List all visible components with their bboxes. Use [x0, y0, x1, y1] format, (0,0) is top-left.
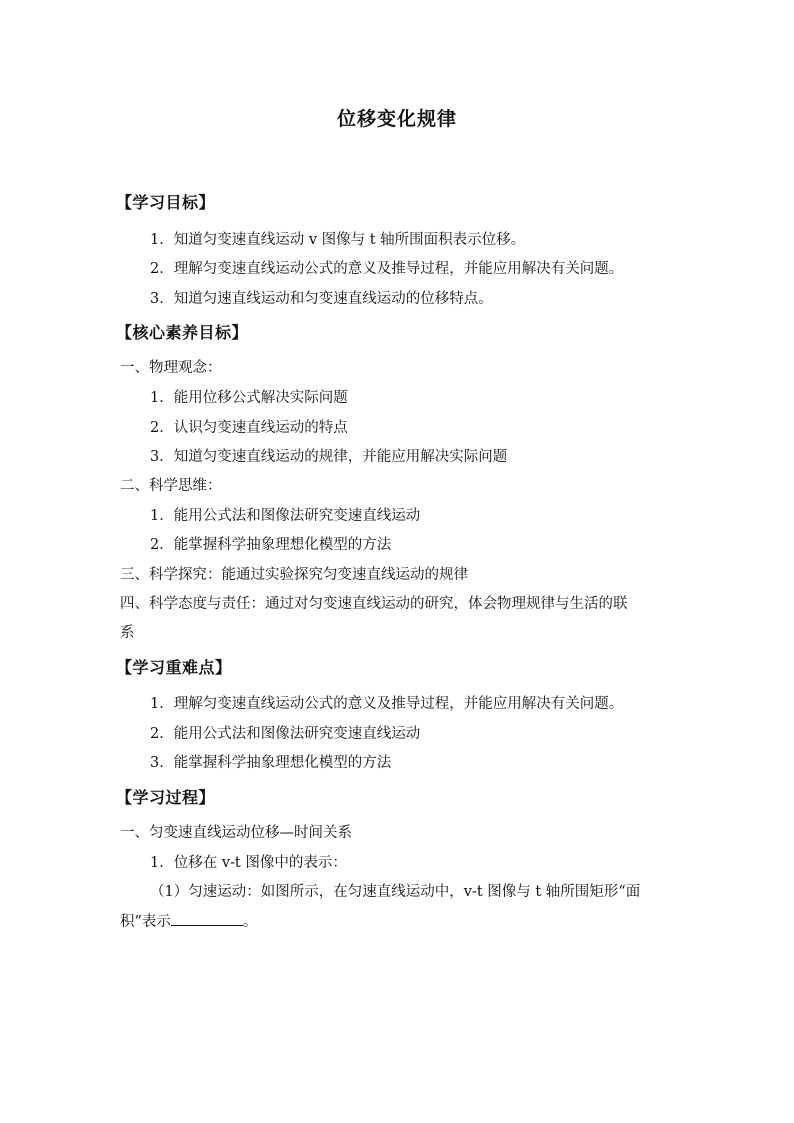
objective-item-1: 1．知道匀变速直线运动 v 图像与 t 轴所围面积表示位移。: [150, 232, 526, 248]
attitude-line-2: 系: [120, 625, 135, 641]
difficulty-item-2: 2．能用公式法和图像法研究变速直线运动: [150, 726, 421, 742]
paragraph-line-2-prefix: 积”表示: [120, 914, 171, 930]
physics-item-1: 1．能用位移公式解决实际问题: [150, 390, 348, 406]
paragraph-line-2-suffix: 。: [242, 914, 258, 930]
heading-core-literacy: 【核心素养目标】: [116, 323, 249, 342]
attitude-line-1: 四、科学态度与责任：通过对匀变速直线运动的研究，体会物理规律与生活的联: [120, 596, 628, 612]
scientific-thinking-heading: 二、科学思维：: [120, 478, 222, 494]
process-paragraph-line-2: [120, 911, 257, 932]
scientific-inquiry-line: 三、科学探究：能通过实验探究匀变速直线运动的规律: [120, 567, 468, 583]
thinking-item-1: 1．能用公式法和图像法研究变速直线运动: [150, 508, 421, 524]
objective-item-2: 2．理解匀变速直线运动公式的意义及推导过程，并能应用解决有关问题。: [150, 261, 624, 277]
heading-learning-objectives: 【学习目标】: [116, 193, 216, 212]
thinking-item-2: 2．能掌握科学抽象理想化模型的方法: [150, 537, 392, 553]
difficulty-item-3: 3．能掌握科学抽象理想化模型的方法: [150, 755, 392, 771]
page-title: 位移变化规律: [336, 108, 457, 130]
heading-key-difficulties: 【学习重难点】: [116, 658, 232, 677]
process-sub-1: 1．位移在 v-t 图像中的表示：: [150, 855, 347, 871]
physics-item-3: 3．知道匀变速直线运动的规律，并能应用解决实际问题: [150, 449, 508, 465]
process-paragraph-line-1: （1）匀速运动：如图所示，在匀速直线运动中，v-t 图像与 t 轴所围矩形“面: [150, 884, 641, 900]
process-part-1: 一、匀变速直线运动位移—时间关系: [120, 825, 352, 841]
heading-learning-process: 【学习过程】: [116, 788, 216, 807]
physics-concept-heading: 一、物理观念：: [120, 360, 222, 376]
physics-item-2: 2．认识匀变速直线运动的特点: [150, 420, 348, 436]
fill-in-blank[interactable]: [171, 911, 243, 926]
difficulty-item-1: 1．理解匀变速直线运动公式的意义及推导过程，并能应用解决有关问题。: [150, 696, 624, 712]
objective-item-3: 3．知道匀速直线运动和匀变速直线运动的位移特点。: [150, 291, 493, 307]
